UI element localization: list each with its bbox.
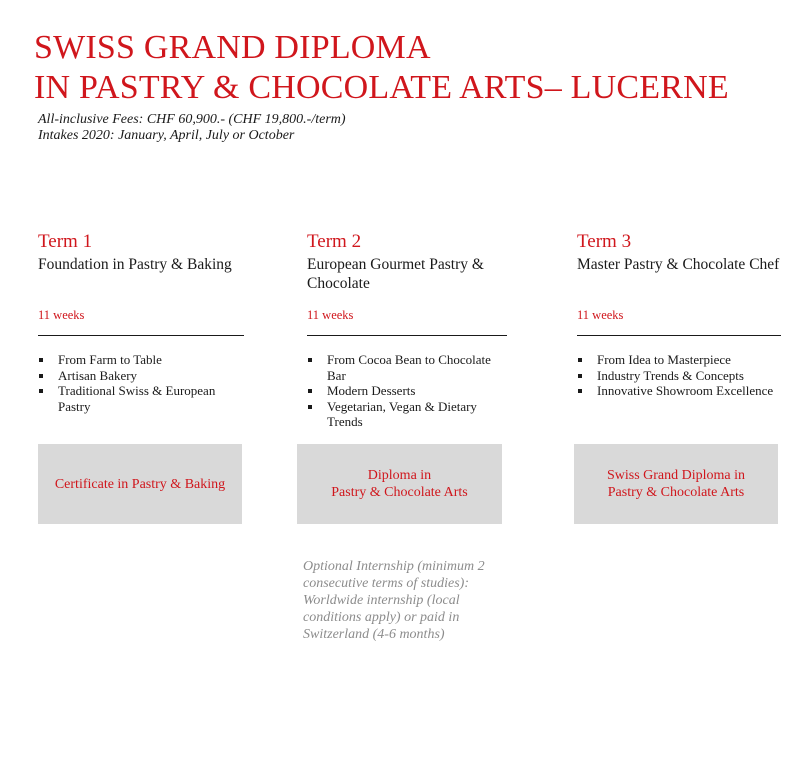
term-duration: 11 weeks xyxy=(577,308,781,336)
award-label: Diploma in xyxy=(367,468,432,483)
internship-line: Switzerland (4-6 months) xyxy=(303,627,445,642)
module-list xyxy=(38,352,244,414)
list-item: From Cocoa Bean to Chocolate Bar xyxy=(307,352,507,383)
module-list xyxy=(577,352,781,399)
internship-line: consecutive terms of studies): xyxy=(303,576,470,591)
program-info xyxy=(38,112,346,144)
award-label: Pastry & Chocolate Arts xyxy=(607,485,745,500)
term-duration: 11 weeks xyxy=(307,308,507,336)
internship-line: Worldwide internship (local xyxy=(303,593,460,608)
list-item: Modern Desserts xyxy=(307,383,507,399)
internship-line: Optional Internship (minimum 2 xyxy=(303,559,485,574)
title-line-2: IN PASTRY & CHOCOLATE ARTS– LUCERNE xyxy=(34,69,729,106)
award-label: Pastry & Chocolate Arts xyxy=(331,485,468,500)
list-item: Vegetarian, Vegan & Dietary Trends xyxy=(307,399,507,430)
list-item: Artisan Bakery xyxy=(38,368,244,384)
term-heading: Term 3 xyxy=(577,231,632,252)
intakes-text: Intakes 2020: January, April, July or October xyxy=(38,128,295,143)
term-2-column xyxy=(307,232,507,430)
list-item: From Farm to Table xyxy=(38,352,244,368)
term-1-column xyxy=(38,232,244,414)
page-title xyxy=(34,28,729,108)
term-heading: Term 2 xyxy=(307,231,362,252)
fees-text: All-inclusive Fees: CHF 60,900.- (CHF 19,800.-/term) xyxy=(38,112,346,127)
term-name: European Gourmet Pastry & Chocolate xyxy=(307,256,484,292)
award-diploma-box xyxy=(297,444,502,524)
award-label: Swiss Grand Diploma in xyxy=(606,468,746,483)
title-line-1: SWISS GRAND DIPLOMA xyxy=(34,29,431,66)
list-item: Traditional Swiss & European Pastry xyxy=(38,383,244,414)
list-item: From Idea to Masterpiece xyxy=(577,352,781,368)
term-name: Master Pastry & Chocolate Chef xyxy=(577,256,780,273)
term-name: Foundation in Pastry & Baking xyxy=(38,256,232,273)
award-grand-diploma-box xyxy=(574,444,778,524)
term-heading: Term 1 xyxy=(38,231,93,252)
term-3-column xyxy=(577,232,781,399)
term-duration: 11 weeks xyxy=(38,308,244,336)
internship-line: conditions apply) or paid in xyxy=(303,610,460,625)
internship-note xyxy=(303,558,533,643)
award-label: Certificate in Pastry & Baking xyxy=(54,476,226,492)
module-list xyxy=(307,352,507,430)
list-item: Innovative Showroom Excellence xyxy=(577,383,781,399)
list-item: Industry Trends & Concepts xyxy=(577,368,781,384)
award-certificate-box xyxy=(38,444,242,524)
